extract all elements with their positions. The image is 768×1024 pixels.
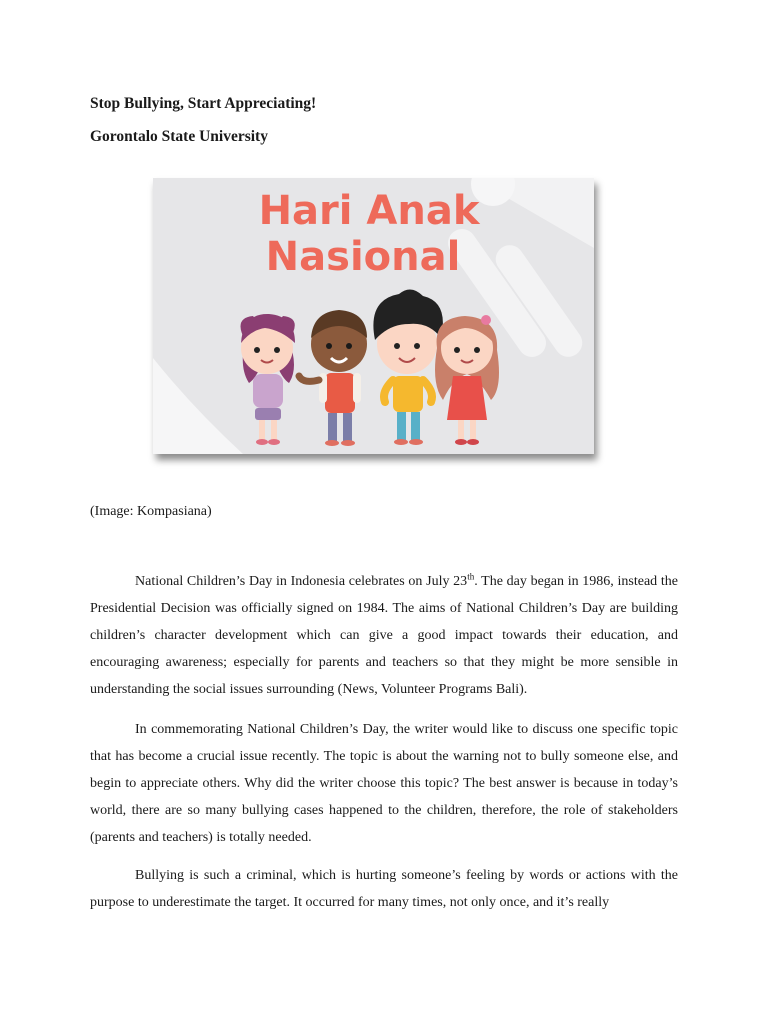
illustration-svg [153, 178, 594, 454]
figure-caption: (Image: Kompasiana) [90, 504, 212, 519]
paragraph-1-superscript: th [467, 571, 475, 582]
hari-anak-nasional-image [153, 178, 594, 454]
paragraph-2: In commemorating National Children’s Day, the writer would like to discuss one specific topic that has become a crucial issue recently. The topic is about the warning not to bully someone else, and begin to appreciate others. Why did the writer choose this topic? The best answer is because in today’s world, there are so many bullying cases happened to the children, therefore, the role of stakeholders (parents and teachers) is totally needed. [90, 722, 678, 845]
document-subtitle: Gorontalo State University [90, 128, 268, 145]
paragraph-3: Bullying is such a criminal, which is hurting someone’s feeling by words or actions with the purpose to underestimate the target. It occurred for many times, not only once, and it’s really [90, 868, 678, 910]
paragraph-1-text-a: National Children’s Day in Indonesia celebrates on July 23 [135, 574, 468, 589]
document-title: Stop Bullying, Start Appreciating! [90, 95, 317, 112]
paragraph-1 [90, 568, 678, 703]
figure-heading-line2: Nasional [265, 234, 461, 280]
figure-heading-line1: Hari Anak [258, 188, 480, 234]
paragraph-1-text-b: . The day began in 1986, instead the Presidential Decision was officially signed on 1984. The aims of National Children’s Day are building children’s character development which can give a good impact towards their education, and encouraging awareness; especially for parents and teachers so that they might be more sensible in understanding the social issues surrounding (News, Volunteer Programs Bali). [90, 574, 678, 697]
